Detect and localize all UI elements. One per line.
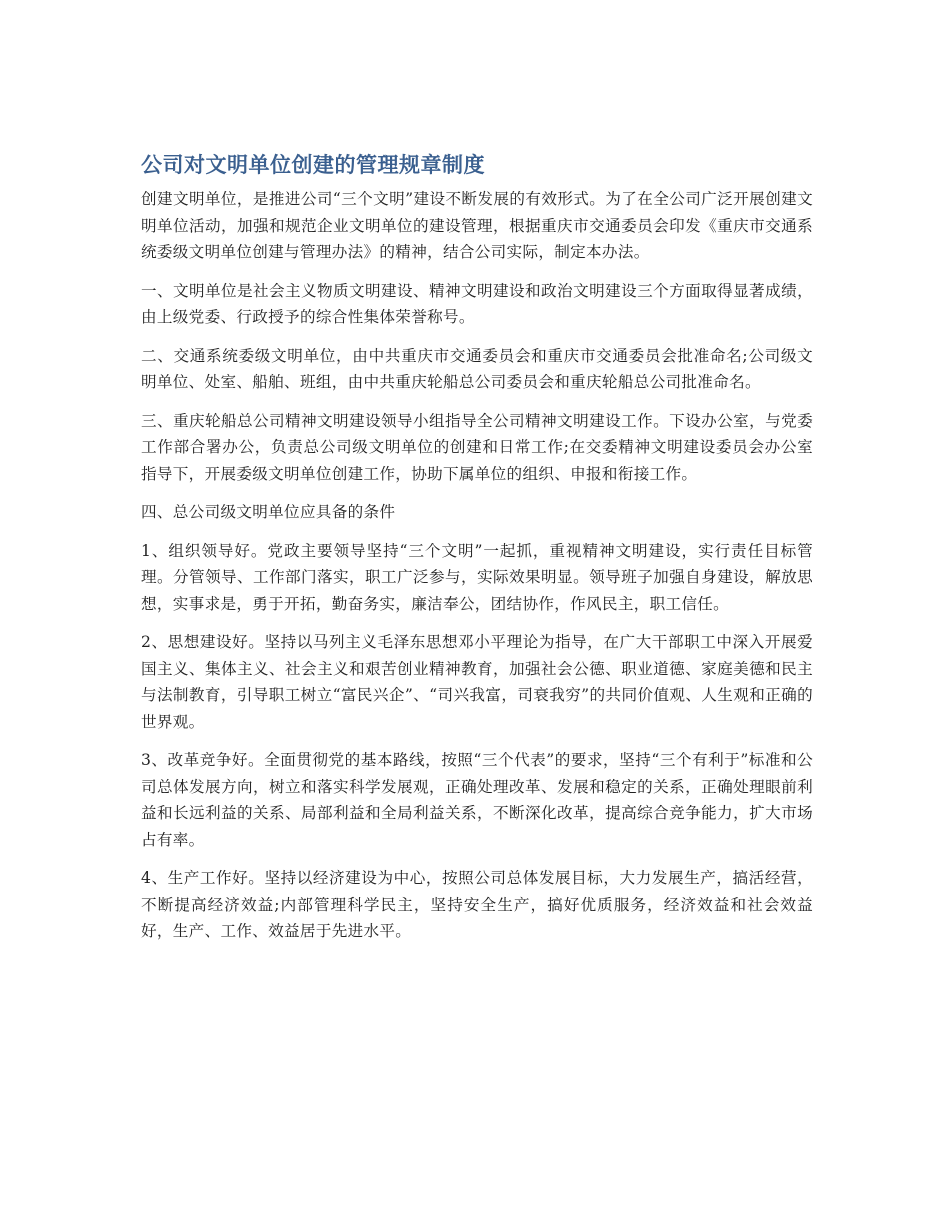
paragraph-condition-1: 1、组织领导好。党政主要领导坚持“三个文明”一起抓，重视精神文明建设，实行责任目标管理。分管领导、工作部门落实，职工广泛参与，实际效果明显。领导班子加强自身建设，解放思想，实事求是，勇于开拓，勤奋务实，廉洁奉公，团结协作，作风民主，职工信任。 (141, 541, 813, 613)
paragraph-section-1: 一、文明单位是社会主义物质文明建设、精神文明建设和政治文明建设三个方面取得显著成绩，由上级党委、行政授予的综合性集体荣誉称号。 (141, 281, 813, 326)
paragraph-condition-3: 3、改革竞争好。全面贯彻党的基本路线，按照“三个代表”的要求，坚持“三个有利于”标准和公司总体发展方向，树立和落实科学发展观，正确处理改革、发展和稳定的关系，正确处理眼前利益和长远利益的关系、局部利益和全局利益关系，不断深化改革，提高综合竞争能力，扩大市场占有率。 (141, 751, 813, 849)
paragraph-section-4-heading: 四、总公司级文明单位应具备的条件 (141, 503, 396, 521)
paragraph-condition-4: 4、生产工作好。坚持以经济建设为中心，按照公司总体发展目标，大力发展生产，搞活经营，不断提高经济效益;内部管理科学民主，坚持安全生产，搞好优质服务，经济效益和社会效益好，生产、工作、效益居于先进水平。 (141, 869, 813, 940)
intro-paragraph: 创建文明单位，是推进公司“三个文明”建设不断发展的有效形式。为了在全公司广泛开展创建文明单位活动，加强和规范企业文明单位的建设管理，根据重庆市交通委员会印发《重庆市交通系统委级文明单位创建与管理办法》的精神，结合公司实际，制定本办法。 (141, 190, 813, 261)
paragraph-section-3: 三、重庆轮船总公司精神文明建设领导小组指导全公司精神文明建设工作。下设办公室，与党委工作部合署办公，负责总公司级文明单位的创建和日常工作;在交委精神文明建设委员会办公室指导下，开展委级文明单位创建工作，协助下属单位的组织、申报和衔接工作。 (141, 411, 813, 483)
paragraph-condition-2: 2、思想建设好。坚持以马列主义毛泽东思想邓小平理论为指导，在广大干部职工中深入开展爱国主义、集体主义、社会主义和艰苦创业精神教育，加强社会公德、职业道德、家庭美德和民主与法制教育，引导职工树立“富民兴企”、“司兴我富，司衰我穷”的共同价值观、人生观和正确的世界观。 (141, 633, 813, 731)
document-page (141, 150, 813, 957)
document-title: 公司对文明单位创建的管理规章制度 (141, 153, 485, 177)
paragraph-section-2: 二、交通系统委级文明单位，由中共重庆市交通委员会和重庆市交通委员会批准命名;公司级文明单位、处室、船舶、班组，由中共重庆轮船总公司委员会和重庆轮船总公司批准命名。 (141, 346, 813, 391)
